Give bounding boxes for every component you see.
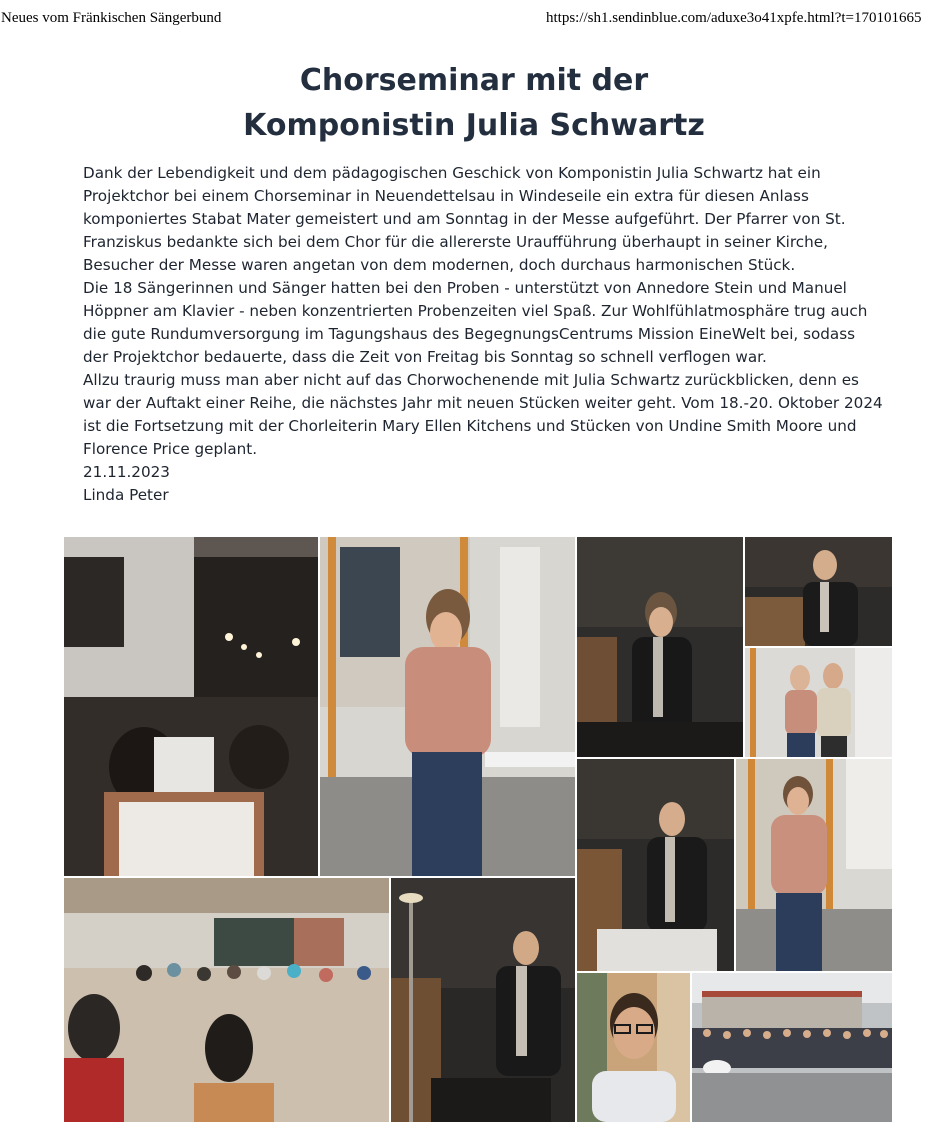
photo-choir-rehearsal-hall [64,537,318,876]
photo-conductor-scarf-gesture [577,759,734,971]
photo-seminar-circle-group [64,878,389,1122]
article-body [83,162,883,507]
paragraph: Die 18 Sängerinnen und Sänger hatten bei den Proben - unterstützt von Annedore Stein und Manuel Höppner am Klavier - neben konzentrierten Probenzeiten viel Spaß. Zur Wohlfühlatmosphäre trug auch die gute Rundumversorgung im Tagungshaus des BegegnungsCentrums Mission EineWelt bei, sodass der Projektchor bedauerte, dass die Zeit von Freitag bis Sonntag so schnell verflogen war. [83,279,868,366]
photo-young-man-glasses [577,973,690,1122]
photo-conductor-with-lamp [391,878,575,1122]
photo-conductor-closeup [745,537,892,646]
newsletter-name: Neues vom Fränkischen Sängerbund [1,10,222,26]
photo-julia-schwartz-pointing [736,759,892,971]
title-line-1: Chorseminar mit der [299,63,649,98]
print-header [0,0,948,28]
article-title [0,58,948,148]
title-line-2: Komponistin Julia Schwartz [243,108,705,143]
paragraph: Dank der Lebendigkeit und dem pädagogischen Geschick von Komponistin Julia Schwartz hat ein Projektchor bei einem Chorseminar in Neuendettelsau in Windeseile ein extra für diesen Anlass komponiertes Stabat Mater gemeistert und am Sonntag in der Messe aufgeführt. Der Pfarrer von St. Franziskus bedankte sich bei dem Chor für die allererste Uraufführung überhaupt in seiner Kirche, Besucher der Messe waren angetan von dem modernen, doch durchaus harmonischen Stück. [83,164,846,274]
photo-two-women-portrait [745,648,892,757]
article-date: 21.11.2023 [83,463,170,481]
photo-julia-schwartz-conducting [320,537,575,876]
page-url: https://sh1.sendinblue.com/aduxe3o41xpfe.html?t=170101665 [546,10,922,26]
photo-group-outdoors [692,973,892,1122]
photo-conductor-dark-room [577,537,743,757]
paragraph: Allzu traurig muss man aber nicht auf das Chorwochenende mit Julia Schwartz zurückblicken, denn es war der Auftakt einer Reihe, die nächstes Jahr mit neuen Stücken weiter geht. Vom 18.-20. Oktober 2024 ist die Fortsetzung mit der Chorleiterin Mary Ellen Kitchens und Stücken von Undine Smith Moore und Florence Price geplant. [83,371,883,458]
article-author: Linda Peter [83,486,169,504]
